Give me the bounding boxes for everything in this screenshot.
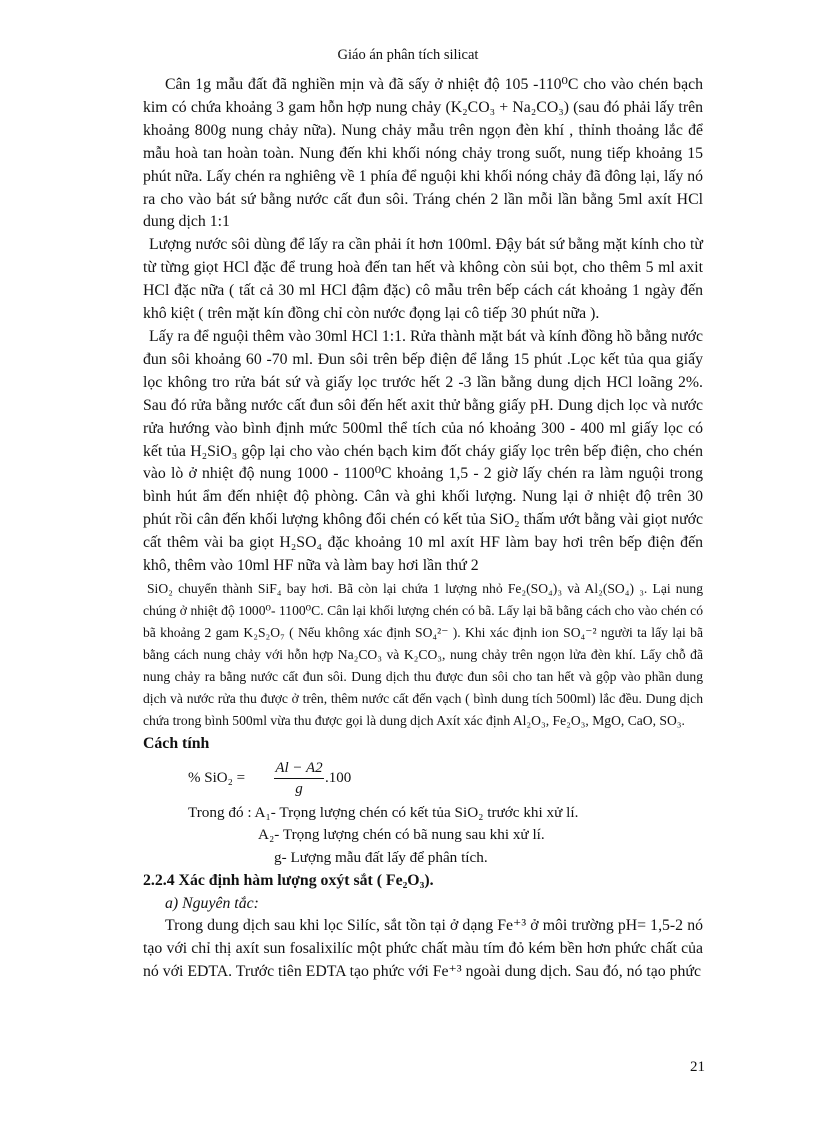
running-header: Giáo án phân tích silicat xyxy=(337,47,479,63)
calc-heading: Cách tính xyxy=(143,734,210,752)
definition-a2: A₂- Trọng lượng chén có bã nung sau khi xử lí. xyxy=(258,826,545,844)
paragraph-acid-digestion: Lượng nước sôi dùng để lấy ra cần phải ít hơn 100ml. Đậy bát sứ bằng mặt kính cho từ từ từng giọt HCl đặc để trung hoà đến tan hết và không còn sủi bọt, cho thêm 5 ml axit HCl đặc nữa ( tất cả 30 ml HCl đậm đặc) cô mẫu trên bếp cách cát khoảng 1 ngày đến khô kiệt ( trên mặt kín đồng chỉ còn nước đọng lại cô tiếp 30 phút nữa ). xyxy=(143,236,703,323)
formula-numerator: Al − A2 xyxy=(274,758,324,779)
formula-denominator: g xyxy=(295,780,303,797)
paragraph-principle: Trong dung dịch sau khi lọc Silíc, sắt tồn tại ở dạng Fe⁺³ ở môi trường pH= 1,5-2 nó tạo với chỉ thị axít sun fosalixilíc một phức chất màu tím đỏ kém bền hơn phức chất của nó với EDTA. Trước tiên EDTA tạo phức với Fe⁺³ ngoài dung dịch. Sau đó, nó tạo phức xyxy=(143,917,703,981)
formula-lhs: % SiO₂ = xyxy=(188,769,246,786)
paragraph-filtration: Lấy ra để nguội thêm vào 30ml HCl 1:1. Rửa thành mặt bát và kính đồng hồ bằng nước đun sôi khoảng 60 -70 ml. Đun sôi trên bếp điện để lắng 15 phút .Lọc kết tủa qua giấy lọc không tro rửa bát sứ và giấy lọc trước hết 2 -3 lần bằng dung dịch HCl loãng 2%. Sau đó rửa bằng nước cất đun sôi đến hết axit thử bằng giấy pH. Dung dịch lọc và nước rửa hướng vào bình định mức 500ml thể tích của nó khoảng 300 - 400 ml giấy lọc có kết tủa H₂SiO₃ gộp lại cho vào chén bạch kim đốt cháy giấy lọc trên bếp điện, cho chén vào lò ở nhiệt độ nung 1000 - 1100⁰C khoảng 1,5 - 2 giờ lấy chén ra làm nguội trong bình hút ẩm đến nhiệt độ phòng. Cân và ghi khối lượng. Nung lại ở nhiệt độ trên 30 phút rồi cân đến khối lượng không đổi chén có kết tủa SiO₂ thấm ướt bằng vài giọt nước cất thêm vài ba giọt H₂SO₄ đặc khoảng 10 ml axít HF làm bay hơi trên bếp điện đến khô, thêm vào 10ml HF nữa và làm bay hơi lần thứ 2 xyxy=(143,327,703,575)
subsection-principle: a) Nguyên tắc: xyxy=(165,895,259,913)
page-body xyxy=(143,74,703,984)
definition-g: g- Lượng mẫu đất lấy để phân tích. xyxy=(274,848,488,866)
sio2-formula xyxy=(188,758,703,802)
section-heading: 2.2.4 Xác định hàm lượng oxýt sắt ( Fe₂O₃). xyxy=(143,872,434,890)
formula-multiplier: .100 xyxy=(325,769,352,786)
formula-definitions xyxy=(143,802,703,870)
paragraph-sample-fusion: Cân 1g mẫu đất đã nghiền mịn và đã sấy ở nhiệt độ 105 -110⁰C cho vào chén bạch kim có chứa khoảng 3 gam hỗn hợp nung chảy (K₂CO₃ + Na₂CO₃) (sau đó phải lấy trên khoảng 800g nung chảy nữa). Nung chảy mẫu trên ngọn đèn khí , thỉnh thoảng lắc để mẫu hoà tan hoàn toàn. Nung đến khi khối nóng chảy trong suốt, nung tiếp khoảng 15 phút nữa. Lấy chén ra nghiêng về 1 phía để nguội khi khối nóng chảy đã đông lại, lấy nó ra cho vào bát sứ bằng nước cất đun sôi. Tráng chén 2 lần mỗi lần bằng 5ml axít HCl dung dịch 1:1 xyxy=(143,76,704,231)
paragraph-residue-treatment: SiO₂ chuyển thành SiF₄ bay hơi. Bã còn lại chứa 1 lượng nhỏ Fe₂(SO₄)₃ và Al₂(SO₄) ₃. Lại nung chúng ở nhiệt độ 1000⁰- 1100⁰C. Cân lại khối lượng chén có bã. Lấy lại bã bằng cách cho vào chén có bã khoảng 2 gam K₂S₂O₇ ( Nếu không xác định SO₄²⁻ ). Khi xác định ion SO₄⁻² người ta lấy lại bã bằng cách nung chảy với hỗn hợp Na₂CO₃ và K₂CO₃, nung chảy trên ngọn lửa đèn khí. Lấy chỗ đã nung chảy ra bằng nước cất đun sôi. Dung dịch thu được đun sôi cho tan hết và gộp vào phần dung dịch và nước rửa thu được ở trên, thêm nước cất đến vạch ( bình dung tích 500ml) lắc đều. Dung dịch chứa trong bình 500ml vừa thu được gọi là dung dịch Axít xác định Al₂O₃, Fe₂O₃, MgO, CaO, SO₃. xyxy=(143,580,703,728)
definition-a1: Trong đó : A₁- Trọng lượng chén có kết tủa SiO₂ trước khi xử lí. xyxy=(188,803,579,821)
page-number: 21 xyxy=(690,1059,705,1075)
formula-fraction xyxy=(274,758,324,799)
